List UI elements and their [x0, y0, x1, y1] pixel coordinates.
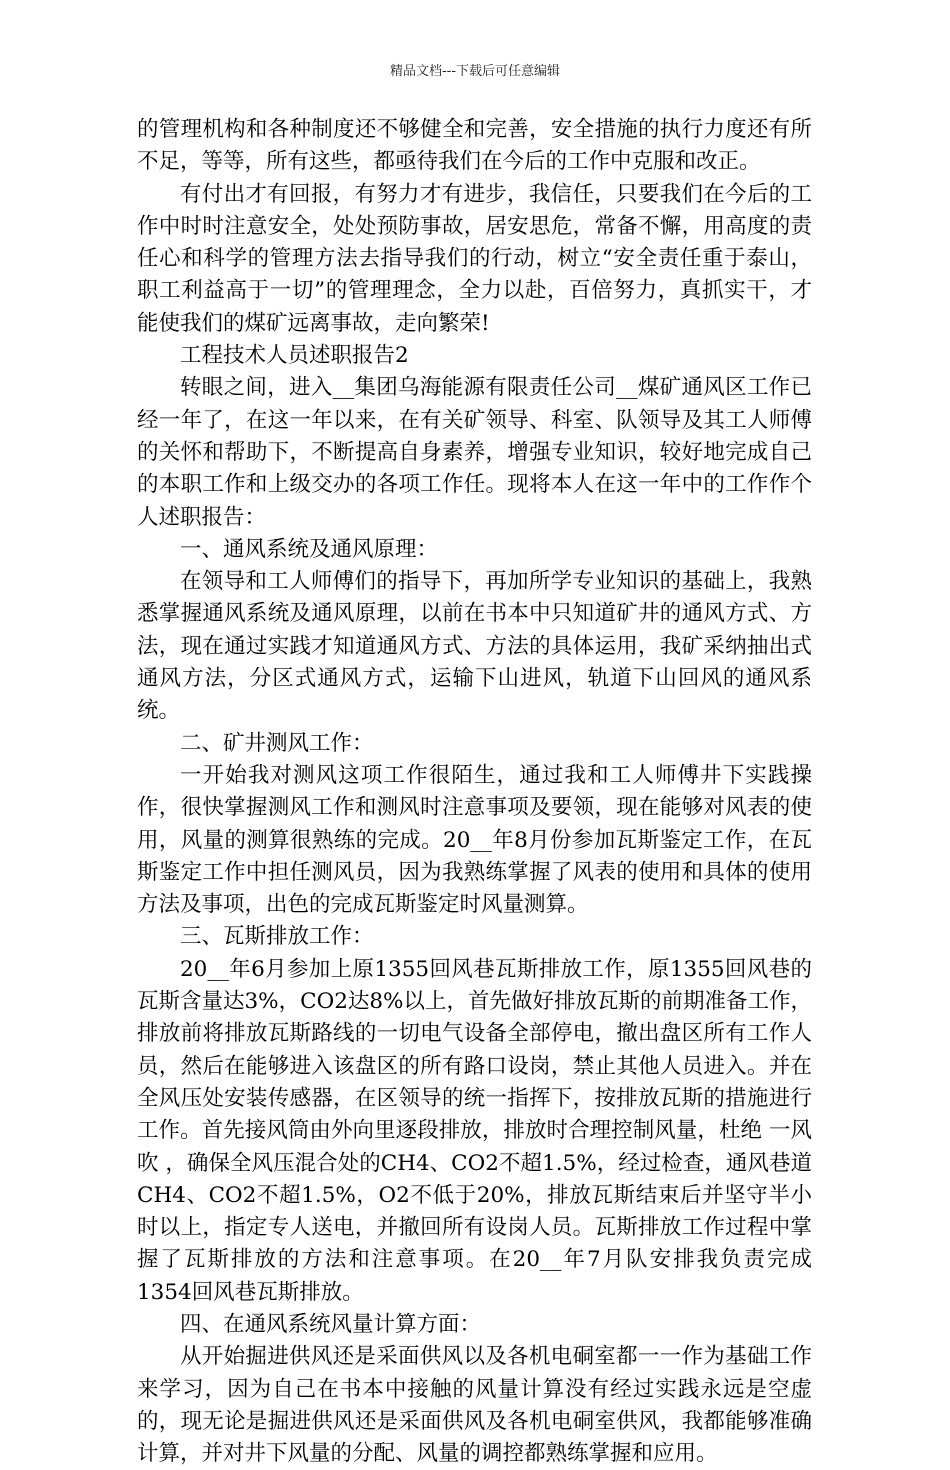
- section-body-3: 20__年6月参加上原1355回风巷瓦斯排放工作，原1355回风巷的瓦斯含量达3%，CO2达8%以上，首先做好排放瓦斯的前期准备工作，排放前将排放瓦斯路线的一切电气设备全部停电，撤出盘区所有工作人员，然后在能够进入该盘区的所有路口设岗，禁止其他人员进入。并在全风压处安装传感器，在区领导的统一指挥下，按排放瓦斯的措施进行工作。首先接风筒由外向里逐段排放，排放时合理控制风量，杜绝 一风吹 ，确保全风压混合处的CH4、CO2不超1.5%，经过检查，通风巷道CH4、CO2不超1.5%，O2不低于20%，排放瓦斯结束后并坚守半小时以上，指定专人送电，并撤回所有设岗人员。瓦斯排放工作过程中掌握了瓦斯排放的方法和注意事项。在20__年7月队安排我负责完成1354回风巷瓦斯排放。: [137, 956, 812, 1305]
- document-body: [137, 114, 812, 1470]
- section-body-2: 一开始我对测风这项工作很陌生，通过我和工人师傅井下实践操作，很快掌握测风工作和测风时注意事项及要领，现在能够对风表的使用，风量的测算很熟练的完成。20__年8月份参加瓦斯鉴定工作，在瓦斯鉴定工作中担任测风员，因为我熟练掌握了风表的使用和具体的使用方法及事项，出色的完成瓦斯鉴定时风量测算。: [137, 762, 812, 918]
- report-title: 工程技术人员述职报告2: [180, 343, 409, 369]
- section-heading-1: 一、通风系统及通风原理：: [180, 536, 439, 562]
- section-body-1: 在领导和工人师傅们的指导下，再加所学专业知识的基础上，我熟悉掌握通风系统及通风原理，以前在书本中只知道矿井的通风方式、方法，现在通过实践才知道通风方式、方法的具体运用，我矿采纳抽出式通风方法，分区式通风方式，运输下山进风，轨道下山回风的通风系统。: [137, 569, 812, 724]
- section-body-4: 从开始掘进供风还是采面供风以及各机电硐室都一一作为基础工作来学习，因为自己在书本中接触的风量计算没有经过实践永远是空虚的，现无论是掘进供风还是采面供风及各机电硐室供风，我都能够准确计算，并对井下风量的分配、风量的调控都熟练掌握和应用。: [137, 1344, 812, 1467]
- paragraph-intro: 转眼之间，进入__集团乌海能源有限责任公司__煤矿通风区工作已经一年了，在这一年以来，在有关矿领导、科室、队领导及其工人师傅的关怀和帮助下，不断提高自身素养，增强专业知识，较好地完成自己的本职工作和上级交办的各项工作任。现将本人在这一年中的工作作个人述职报告：: [137, 375, 812, 530]
- paragraph-2: 有付出才有回报，有努力才有进步，我信任，只要我们在今后的工作中时时注意安全，处处预防事故，居安思危，常备不懈，用高度的责任心和科学的管理方法去指导我们的行动，树立“安全责任重于泰山，职工利益高于一切”的管理理念，全力以赴，百倍努力，真抓实干，才能使我们的煤矿远离事故，走向繁荣!: [137, 181, 812, 336]
- section-heading-2: 二、矿井测风工作：: [180, 730, 374, 756]
- section-heading-4: 四、在通风系统风量计算方面：: [180, 1311, 482, 1337]
- section-heading-3: 三、瓦斯排放工作：: [180, 924, 374, 950]
- page-header: 精品文档---下载后可任意编辑: [389, 64, 561, 79]
- paragraph-1: 的管理机构和各种制度还不够健全和完善，安全措施的执行力度还有所不足，等等，所有这些，都亟待我们在今后的工作中克服和改正。: [137, 117, 812, 175]
